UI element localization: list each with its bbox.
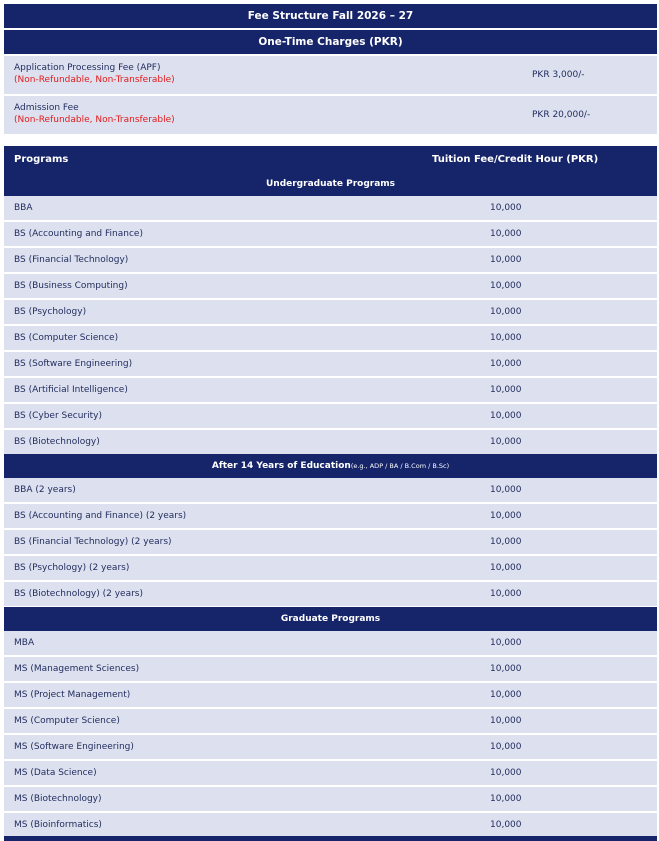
tuition-fee: 10,000 — [490, 485, 522, 495]
tuition-table-header — [4, 146, 657, 172]
undergraduate-list — [4, 196, 657, 456]
tuition-fee: 10,000 — [490, 716, 522, 726]
tuition-fee: 10,000 — [490, 537, 522, 547]
tuition-fee: 10,000 — [490, 307, 522, 317]
table-row — [4, 274, 657, 300]
program-name: MS (Biotechnology) — [14, 794, 102, 804]
after-14-years-heading: After 14 Years of Education (e.g., ADP / BA / B.Com / B.Sc) — [4, 454, 657, 478]
table-row — [4, 352, 657, 378]
tuition-fee: 10,000 — [490, 511, 522, 521]
fee-label: Admission Fee — [14, 103, 79, 113]
graduate-heading: Graduate Programs — [4, 607, 657, 631]
tuition-fee: 10,000 — [490, 690, 522, 700]
fee-label: Application Processing Fee (APF) — [14, 63, 161, 73]
table-row — [4, 631, 657, 657]
program-name: BS (Biotechnology) — [14, 437, 100, 447]
table-row — [4, 582, 657, 608]
programs-column-header: Programs — [14, 153, 69, 165]
tuition-fee: 10,000 — [490, 589, 522, 599]
table-bottom-border — [4, 836, 657, 841]
table-row — [4, 735, 657, 761]
fee-note: (Non-Refundable, Non-Transferable) — [14, 115, 175, 125]
program-name: BBA — [14, 203, 33, 213]
tuition-fee: 10,000 — [490, 768, 522, 778]
table-row — [4, 378, 657, 404]
fee-column-header: Tuition Fee/Credit Hour (PKR) — [432, 153, 599, 165]
tuition-fee: 10,000 — [490, 437, 522, 447]
tuition-fee: 10,000 — [490, 411, 522, 421]
tuition-fee: 10,000 — [490, 794, 522, 804]
after-14-years-note: (e.g., ADP / BA / B.Com / B.Sc) — [350, 462, 450, 470]
program-name: MS (Project Management) — [14, 690, 131, 700]
tuition-fee: 10,000 — [490, 255, 522, 265]
program-name: BS (Computer Science) — [14, 333, 119, 343]
one-time-charges-table — [4, 56, 657, 136]
program-name: BS (Accounting and Finance) (2 years) — [14, 511, 187, 521]
program-name: BS (Accounting and Finance) — [14, 229, 143, 239]
table-row — [4, 196, 657, 222]
tuition-fee: 10,000 — [490, 820, 522, 830]
table-row — [4, 430, 657, 456]
program-name: MS (Software Engineering) — [14, 742, 134, 752]
tuition-fee: 10,000 — [490, 281, 522, 291]
program-name: BBA (2 years) — [14, 485, 76, 495]
table-row — [4, 657, 657, 683]
tuition-fee: 10,000 — [490, 664, 522, 674]
program-name: BS (Cyber Security) — [14, 411, 102, 421]
program-name: MBA — [14, 638, 35, 648]
table-row — [4, 96, 657, 136]
undergraduate-heading: Undergraduate Programs — [4, 172, 657, 196]
fee-value: PKR 20,000/- — [532, 110, 591, 120]
fee-value: PKR 3,000/- — [532, 70, 585, 80]
tuition-fee: 10,000 — [490, 385, 522, 395]
program-name: BS (Artificial Intelligence) — [14, 385, 128, 395]
program-name: BS (Psychology) — [14, 307, 87, 317]
tuition-fee: 10,000 — [490, 563, 522, 573]
program-name: BS (Software Engineering) — [14, 359, 133, 369]
program-name: MS (Bioinformatics) — [14, 820, 102, 830]
program-name: BS (Financial Technology) — [14, 255, 129, 265]
table-row — [4, 326, 657, 352]
table-row — [4, 683, 657, 709]
tuition-fee: 10,000 — [490, 229, 522, 239]
program-name: BS (Biotechnology) (2 years) — [14, 589, 144, 599]
after-14-years-list — [4, 478, 657, 608]
table-row — [4, 504, 657, 530]
table-row — [4, 787, 657, 813]
table-row — [4, 478, 657, 504]
program-name: MS (Computer Science) — [14, 716, 120, 726]
tuition-fee: 10,000 — [490, 359, 522, 369]
fee-structure-title: Fee Structure Fall 2026 – 27 — [4, 4, 657, 28]
table-row — [4, 248, 657, 274]
program-name: MS (Data Science) — [14, 768, 97, 778]
one-time-charges-heading: One-Time Charges (PKR) — [4, 30, 657, 54]
table-row — [4, 556, 657, 582]
tuition-fee: 10,000 — [490, 742, 522, 752]
table-row — [4, 530, 657, 556]
table-row — [4, 404, 657, 430]
table-row — [4, 56, 657, 96]
program-name: BS (Financial Technology) (2 years) — [14, 537, 172, 547]
tuition-fee: 10,000 — [490, 638, 522, 648]
tuition-fee: 10,000 — [490, 333, 522, 343]
program-name: BS (Psychology) (2 years) — [14, 563, 130, 573]
fee-note: (Non-Refundable, Non-Transferable) — [14, 75, 175, 85]
table-row — [4, 761, 657, 787]
program-name: BS (Business Computing) — [14, 281, 128, 291]
table-row — [4, 300, 657, 326]
graduate-list — [4, 631, 657, 839]
table-row — [4, 222, 657, 248]
table-row — [4, 709, 657, 735]
tuition-fee: 10,000 — [490, 203, 522, 213]
program-name: MS (Management Sciences) — [14, 664, 140, 674]
